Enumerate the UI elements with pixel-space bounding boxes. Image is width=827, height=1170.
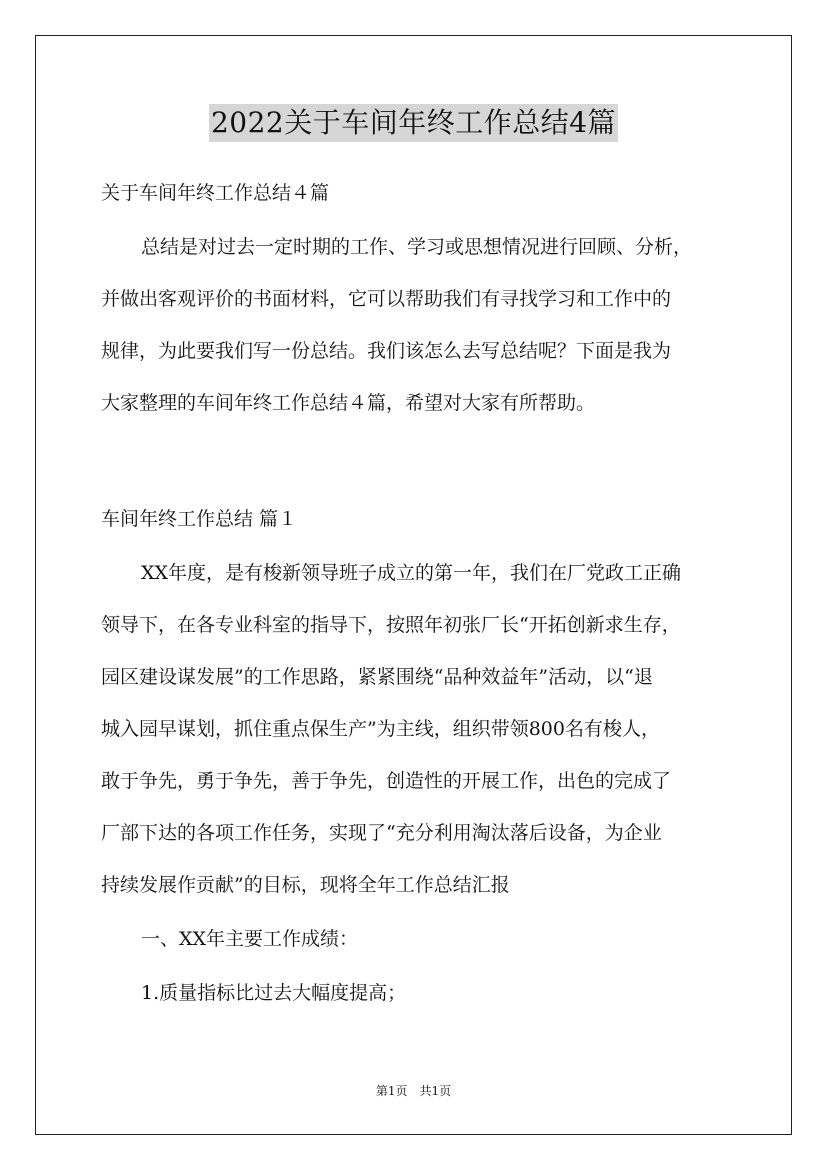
document-subtitle: 关于车间年终工作总结４篇 xyxy=(101,182,330,204)
intro-line-1: 总结是对过去一定时期的工作、学习或思想情况进行回顾、分析， xyxy=(141,236,693,258)
intro-line-4: 大家整理的车间年终工作总结４篇，希望对大家有所帮助。 xyxy=(101,392,596,414)
section-heading: 车间年终工作总结 篇１ xyxy=(101,508,298,530)
body-line-6: 厂部下达的各项工作任务，实现了“充分利用淘汰落后设备，为企业 xyxy=(101,822,662,844)
intro-line-2: 并做出客观评价的书面材料，它可以帮助我们有寻找学习和工作中的 xyxy=(101,288,672,310)
body-line-7: 持续发展作贡献”的目标，现将全年工作总结汇报 xyxy=(101,874,510,896)
body-line-5: 敢于争先，勇于争先，善于争先，创造性的开展工作，出色的完成了 xyxy=(101,770,672,792)
document-title: 2022关于车间年终工作总结4篇 xyxy=(209,104,618,142)
list-item: 1.质量指标比过去大幅度提高； xyxy=(141,982,407,1004)
body-line-4: 城入园早谋划，抓住重点保生产”为主线，组织带领800名有梭人， xyxy=(101,718,660,740)
body-line-3: 园区建设谋发展”的工作思路，紧紧围绕“品种效益年”活动，以“退 xyxy=(101,666,653,688)
page-footer: 第1页 共1页 xyxy=(375,1084,452,1098)
body-line-1: XX年度，是有梭新领导班子成立的第一年，我们在厂党政工正确 xyxy=(141,562,682,584)
intro-line-3: 规律，为此要我们写一份总结。我们该怎么去写总结呢？下面是我为 xyxy=(101,340,672,362)
body-line-2: 领导下，在各专业科室的指导下，按照年初张厂长“开拓创新求生存， xyxy=(101,614,681,636)
sub-heading: 一、XX年主要工作成绩： xyxy=(141,928,359,950)
title-container xyxy=(0,104,827,142)
